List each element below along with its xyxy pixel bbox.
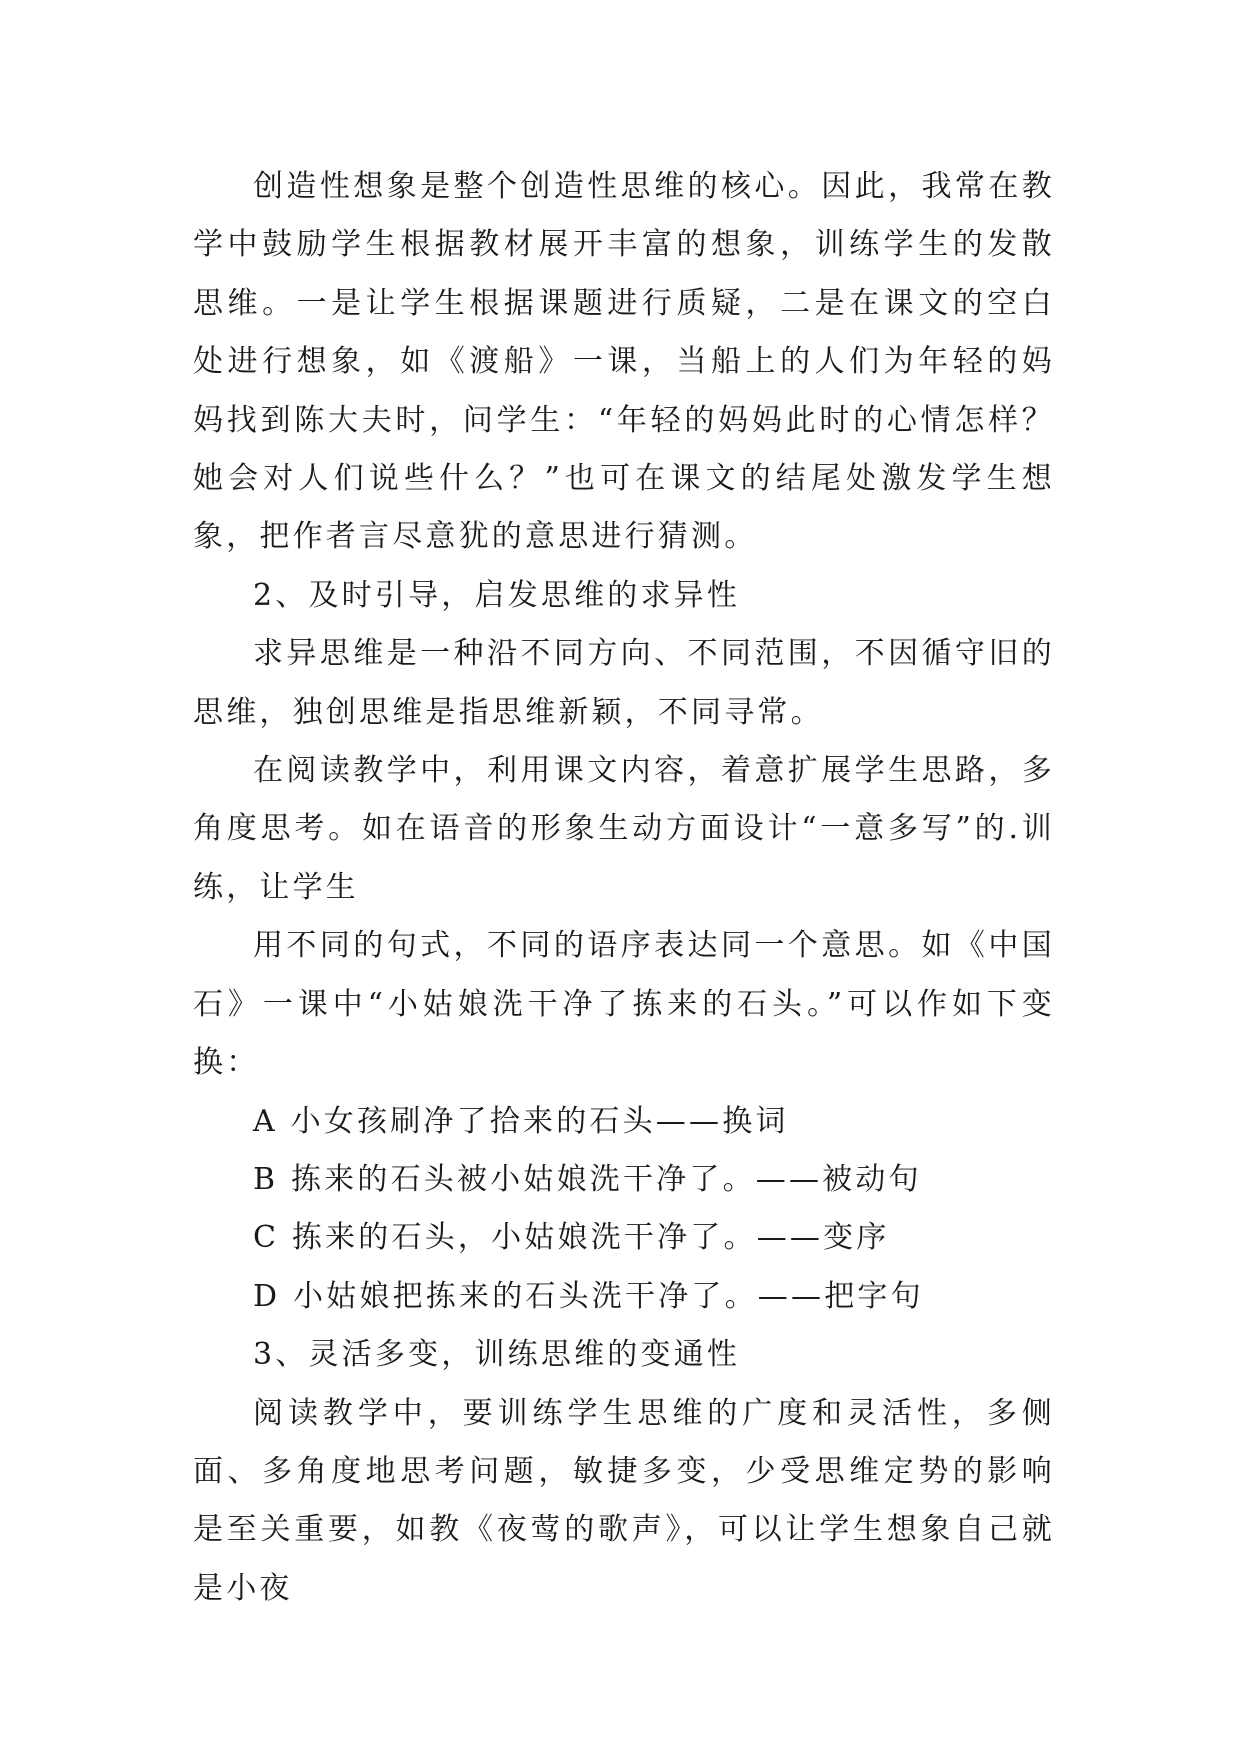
example-item-c: C 拣来的石头，小姑娘洗干净了。——变序 — [253, 1220, 890, 1256]
section-heading-3: 3、灵活多变，训练思维的变通性 — [253, 1337, 741, 1373]
example-item-d: D 小姑娘把拣来的石头洗干净了。——把字句 — [253, 1278, 924, 1314]
paragraph-flexibility: 阅读教学中，要训练学生思维的广度和灵活性，多侧面、多角度地思考问题，敏捷多变，少受思维定势的影响是至关重要，如教《夜莺的歌声》，可以让学生想象自己就是小夜 — [193, 1395, 1055, 1606]
example-item-b: B 拣来的石头被小姑娘洗干净了。——被动句 — [253, 1161, 922, 1197]
paragraph-reading-teaching: 在阅读教学中，利用课文内容，着意扩展学生思路，多角度思考。如在语音的形象生动方面设计“一意多写”的.训练，让学生 — [193, 753, 1055, 905]
paragraph-creative-imagination: 创造性想象是整个创造性思维的核心。因此，我常在教学中鼓励学生根据教材展开丰富的想象，训练学生的发散思维。一是让学生根据课题进行质疑，二是在课文的空白处进行想象，如《渡船》一课，当船上的人们为年轻的妈妈找到陈大夫时，问学生：“年轻的妈妈此时的心情怎样？她会对人们说些什么？”也可在课文的结尾处激发学生想象，把作者言尽意犹的意思进行猜测。 — [193, 169, 1055, 555]
example-item-a: A 小女孩刷净了拾来的石头——换词 — [253, 1103, 789, 1139]
paragraph-sentence-variation: 用不同的句式，不同的语序表达同一个意思。如《中国石》一课中“小姑娘洗干净了拣来的石头。”可以作如下变换： — [193, 928, 1055, 1081]
paragraph-divergent-thinking: 求异思维是一种沿不同方向、不同范围，不因循守旧的思维，独创思维是指思维新颖，不同寻常。 — [193, 636, 1055, 730]
section-heading-2: 2、及时引导，启发思维的求异性 — [253, 577, 741, 613]
document-page — [193, 158, 1055, 1618]
